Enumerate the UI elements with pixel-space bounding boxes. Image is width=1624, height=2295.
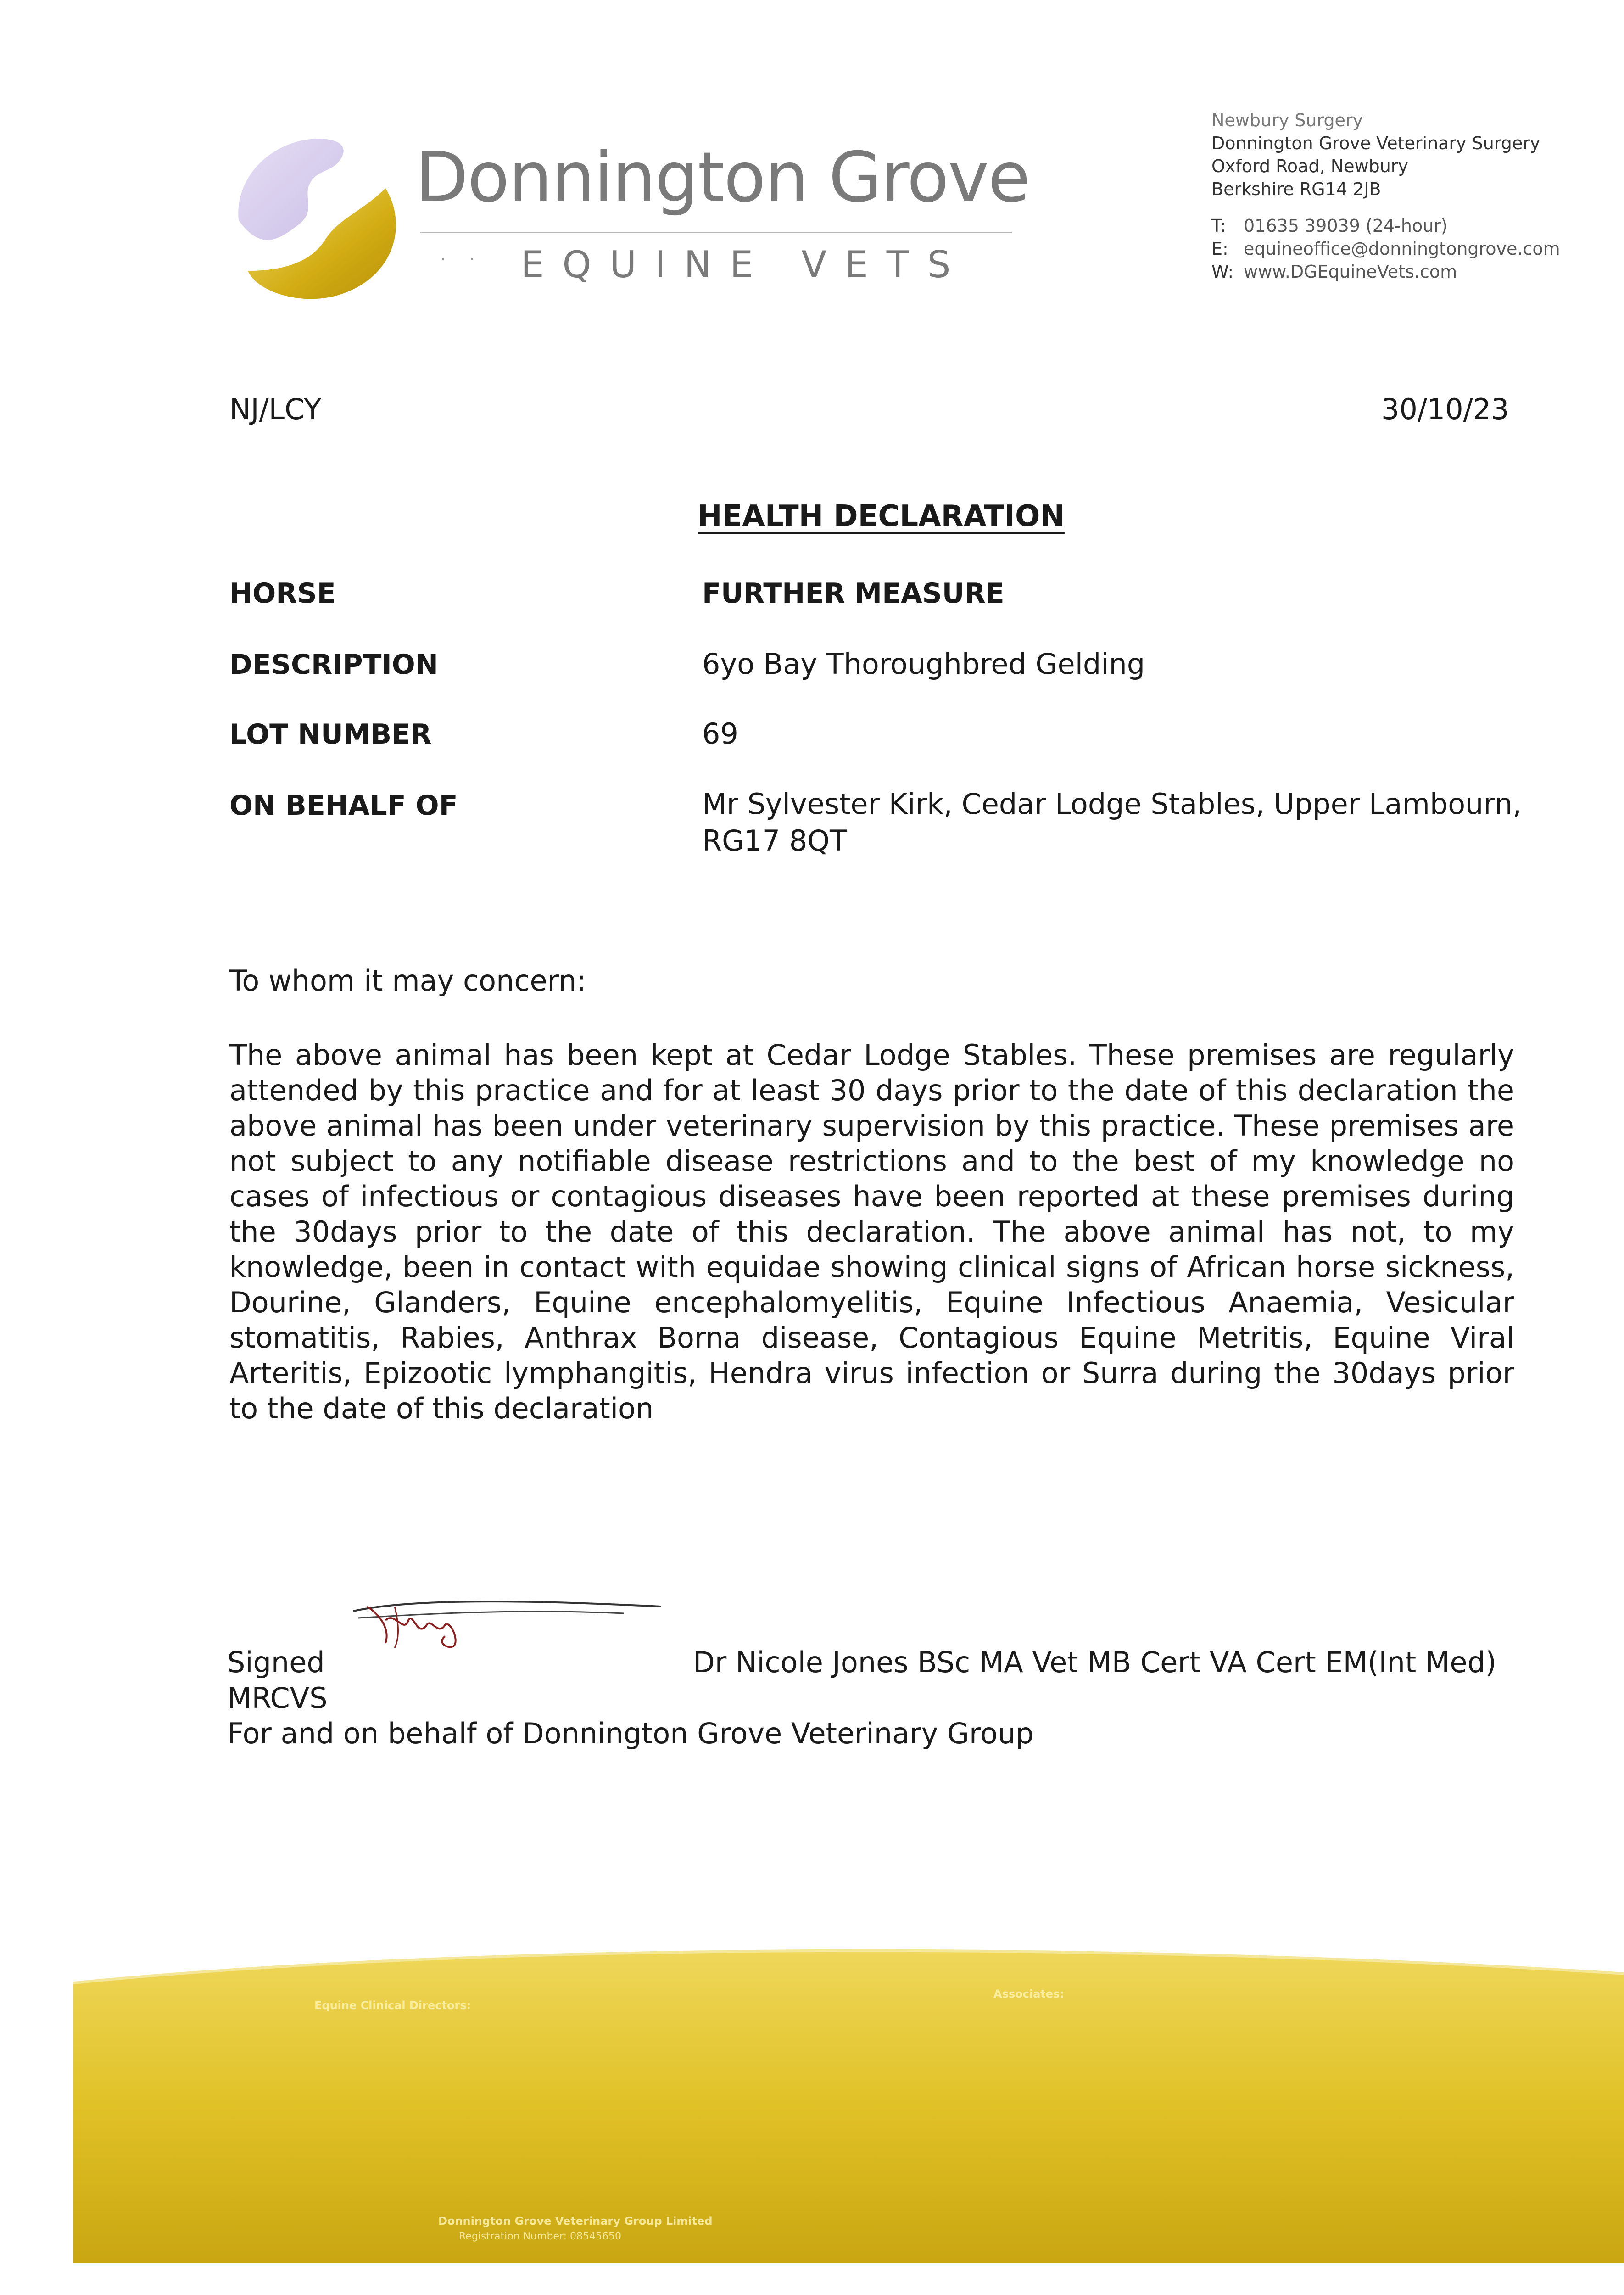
description-label: DESCRIPTION: [229, 649, 439, 681]
brand-divider: [420, 232, 1012, 233]
reference-code: NJ/LCY: [229, 392, 322, 426]
practice-logo-icon: [229, 133, 404, 303]
footer-associates-heading: Associates:: [993, 1987, 1064, 2000]
address-line-2: Oxford Road, Newbury: [1211, 156, 1408, 176]
email-link[interactable]: equineoffice@donningtongrove.com: [1244, 239, 1560, 259]
footer-company-name: Donnington Grove Veterinary Group Limited: [438, 2215, 713, 2228]
telephone-label: T:: [1211, 216, 1226, 236]
address-line-1: Donnington Grove Veterinary Surgery: [1211, 133, 1540, 153]
declaration-paragraph: The above animal has been kept at Cedar Lodge Stables. These premises are regularly attended by this practice and for at least 30 days prior to the date of this declaration the above animal has been under veterinary supervision by this practice. These premises are not subject to any notifiable disease restrictions and to the best of my knowledge no cases of infectious or contagious diseases have been reported at these premises during the 30days prior to the date of this declaration. The above animal has not, to my knowledge, been in contact with equidae showing clinical signs of African horse sickness, Dourine, Glanders, Equine encephalomyelitis, Equine Infectious Anaemia, Vesicular stomatitis, Rabies, Anthrax Borna disease, Contagious Equine Metritis, Equine Viral Arteritis, Epizootic lymphangitis, Hendra virus infection or Surra during the 30days prior to the date of this declaration: [229, 1038, 1514, 1425]
signed-label: Signed: [227, 1646, 325, 1679]
horse-label: HORSE: [229, 577, 336, 610]
signature-scribble-icon: [340, 1593, 670, 1662]
signer-name: Dr Nicole Jones BSc MA Vet MB Cert VA Cert EM(Int Med): [693, 1646, 1497, 1679]
contact-website: [1211, 262, 1457, 282]
address-line-3: Berkshire RG14 2JB: [1211, 179, 1381, 199]
on-behalf-of-value-line-2: RG17 8QT: [702, 824, 847, 857]
signer-credential: MRCVS: [227, 1681, 328, 1715]
brand-subtitle: EQUINE VETS: [521, 243, 969, 286]
on-behalf-of-label: ON BEHALF OF: [229, 789, 458, 822]
footer-banner: [73, 1946, 1624, 2267]
description-value: 6yo Bay Thoroughbred Gelding: [702, 647, 1145, 681]
horse-value: FURTHER MEASURE: [702, 577, 1005, 610]
footer-registration: Registration Number: 08545650: [459, 2231, 622, 2242]
email-label: E:: [1211, 239, 1228, 259]
contact-telephone: [1211, 216, 1448, 236]
website-label: W:: [1211, 262, 1234, 282]
brand-dots-decoration: · ·: [441, 250, 484, 269]
document-title: HEALTH DECLARATION: [698, 499, 1065, 533]
document-date: 30/10/23: [1381, 392, 1509, 426]
telephone-value: 01635 39039 (24-hour): [1244, 216, 1448, 236]
address-surgery: Newbury Surgery: [1211, 110, 1363, 130]
website-link[interactable]: www.DGEquineVets.com: [1244, 262, 1457, 282]
brand-name: Donnington Grove: [415, 138, 1030, 218]
lot-number-label: LOT NUMBER: [229, 718, 432, 750]
on-behalf-of-group: For and on behalf of Donnington Grove Veterinary Group: [227, 1717, 1034, 1750]
lot-number-value: 69: [702, 717, 738, 750]
contact-email: [1211, 239, 1560, 259]
footer-directors-heading: Equine Clinical Directors:: [314, 1999, 471, 2012]
salutation: To whom it may concern:: [229, 964, 586, 997]
on-behalf-of-value-line-1: Mr Sylvester Kirk, Cedar Lodge Stables, Upper Lambourn,: [702, 787, 1522, 821]
